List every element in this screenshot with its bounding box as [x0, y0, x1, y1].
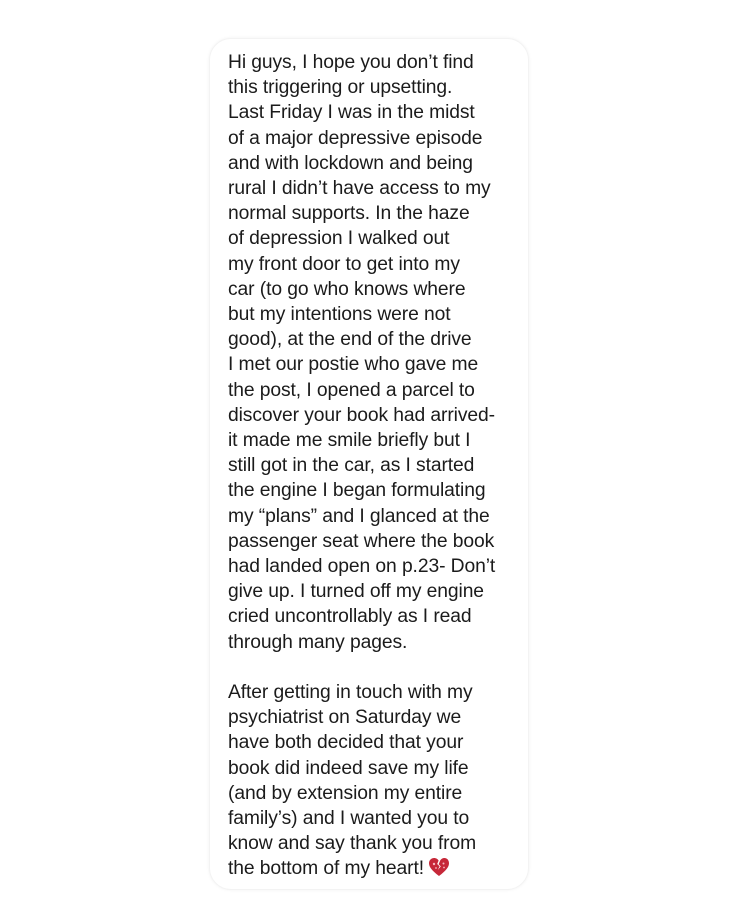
broken-heart-icon: [428, 857, 450, 877]
message-line: Last Friday I was in the midst: [228, 102, 475, 124]
message-line: car (to go who knows where: [228, 278, 466, 300]
message-line: normal supports. In the haze: [228, 203, 470, 225]
message-line: passenger seat where the book: [228, 530, 495, 552]
message-line: the post, I opened a parcel to: [228, 379, 475, 401]
message-line: the engine I began formulating: [228, 480, 486, 502]
message-line: of depression I walked out: [228, 228, 450, 250]
message-line: I met our postie who gave me: [228, 354, 479, 376]
message-line: book did indeed save my life: [228, 757, 469, 779]
message-line: have both decided that your: [228, 732, 464, 754]
message-line: discover your book had arrived-: [228, 404, 495, 426]
message-line: psychiatrist on Saturday we: [228, 707, 462, 729]
message-line: and with lockdown and being: [228, 152, 473, 174]
message-line: still got in the car, as I started: [228, 455, 475, 477]
message-line: good), at the end of the drive: [228, 329, 472, 351]
message-line: my front door to get into my: [228, 253, 460, 275]
message-line: it made me smile briefly but I: [228, 430, 471, 452]
message-line: Hi guys, I hope you don’t find: [228, 52, 474, 73]
message-line: had landed open on p.23- Don’t: [228, 556, 496, 578]
message-line: know and say thank you from: [228, 833, 477, 855]
message-line: give up. I turned off my engine: [228, 581, 484, 603]
message-text: [228, 50, 518, 882]
message-line: through many pages.: [228, 631, 408, 653]
paragraph-2: [228, 680, 518, 882]
message-last-line: [228, 856, 518, 881]
message-line: (and by extension my entire: [228, 782, 463, 804]
paragraph-1: [228, 50, 518, 655]
message-line: rural I didn’t have access to my: [228, 178, 491, 200]
message-line: but my intentions were not: [228, 304, 451, 326]
message-line: my “plans” and I glanced at the: [228, 505, 490, 527]
message-line: of a major depressive episode: [228, 127, 483, 149]
paragraph-gap: [228, 655, 518, 680]
message-line: this triggering or upsetting.: [228, 77, 453, 99]
message-line: family’s) and I wanted you to: [228, 808, 470, 830]
message-line: After getting in touch with my: [228, 682, 473, 704]
message-line-text: the bottom of my heart!: [228, 858, 424, 880]
message-line: cried uncontrollably as I read: [228, 606, 472, 628]
